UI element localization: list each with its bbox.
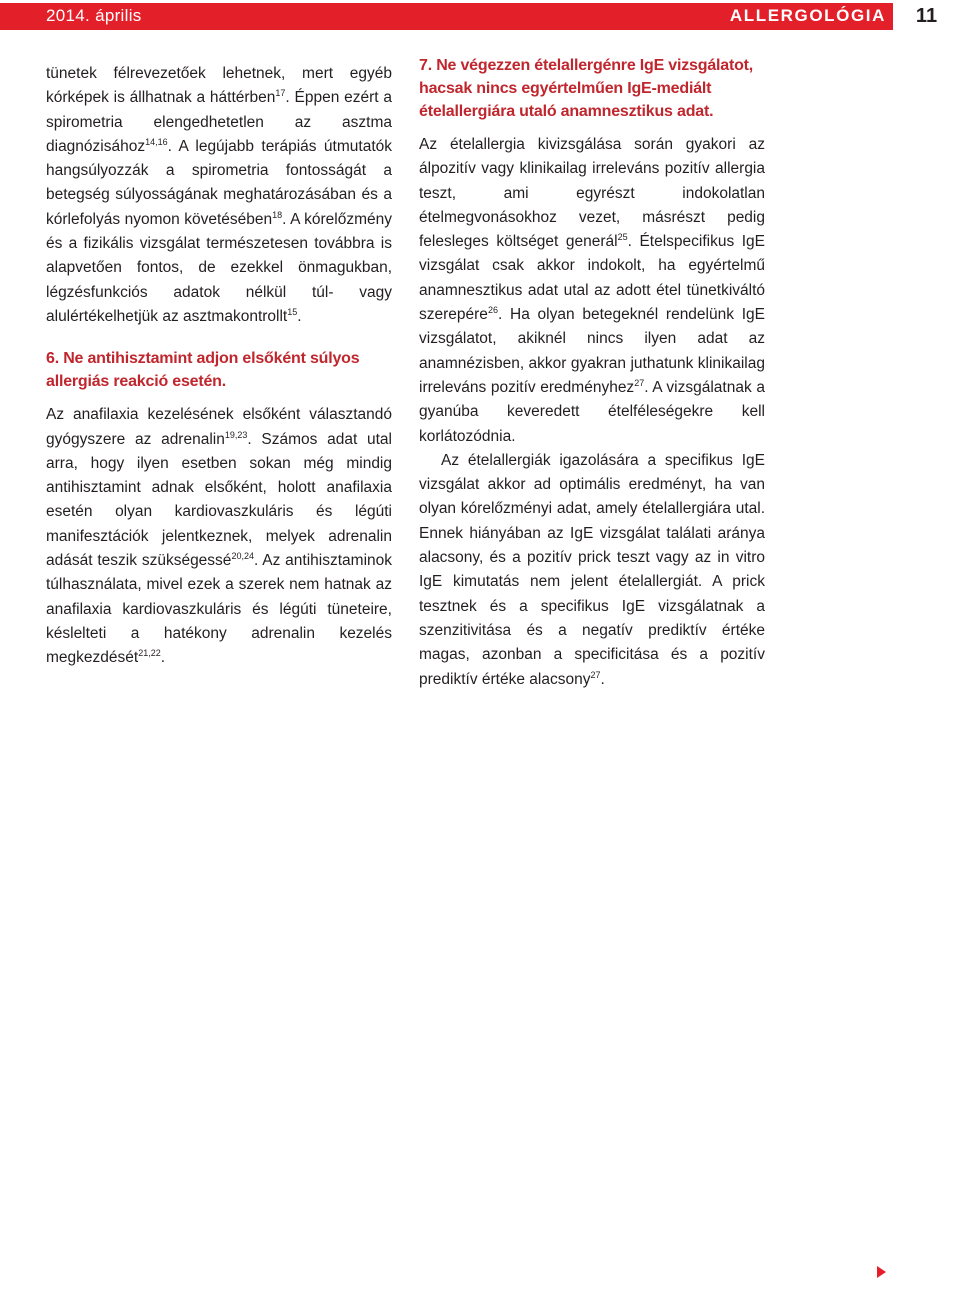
right-paragraph-1 (419, 133, 765, 449)
text-run: . (160, 649, 166, 667)
citation: 26 (487, 305, 498, 316)
text-run: . (297, 307, 302, 325)
text-run: Az anafilaxia kezelésének elsőként választandó gyógyszere az adrenalin (46, 406, 392, 448)
text-run: . A vizsgálatnak a gyanúba keveredett ételféleségekre kell korlátozódnia. (419, 378, 765, 445)
text-run: . Ha olyan betegeknél rendelünk IgE vizsgálatot, akiknél nincs ilyen adat az anamnézisben, akkor gyakran juthatunk klinikailag irreleváns pozitív eredményhez (419, 306, 765, 396)
text-run: tünetek félrevezetőek lehetnek, mert egyéb kórképek is állhatnak a háttérben (46, 65, 392, 107)
citation: 19,23 (224, 429, 248, 440)
citation: 27 (634, 377, 645, 388)
citation: 15 (287, 306, 298, 317)
text-run: . A kórelőzmény és a fizikális vizsgálat természetesen továbbra is alapvetően fontos, de ezekkel önmagukban, légzésfunkciós adatok nélkül túl- vagy alulértékelhetjük az asztmakontrollt (46, 210, 392, 325)
citation: 27 (590, 669, 601, 680)
citation: 20,24 (231, 551, 254, 562)
citation: 14,16 (145, 136, 168, 147)
text-run: . Ételspecifikus IgE vizsgálat csak akkor indokolt, ha egyértelmű anamnesztikus adat utal az adott étel tünetkiváltó szerepére (419, 233, 765, 324)
page-header (0, 0, 960, 34)
left-paragraph-1 (46, 62, 392, 329)
text-run: . Éppen ezért a spirometria elengedhetetlen az asztma diagnózisához (46, 89, 392, 155)
citation: 21,22 (138, 648, 161, 659)
section-title: ALLERGOLÓGIA (729, 6, 886, 25)
citation: 17 (275, 88, 286, 99)
section-heading-6: 6. Ne antihisztamint adjon elsőként súlyos allergiás reakció esetén. (46, 350, 360, 391)
triangle-right-icon (877, 1266, 886, 1278)
text-run: . (600, 670, 605, 688)
left-column (46, 62, 392, 671)
text-run: . Számos adat utal arra, hogy ilyen esetben sokan még mindig antihisztamint adnak elsőként, holott anafilaxia esetén olyan kardiovaszkuláris és légúti manifesztációk jelentkeznek, melyek adrenalin adását teszik szükségessé (46, 430, 392, 570)
page-number: 11 (915, 5, 938, 27)
citation: 25 (617, 232, 628, 243)
section-heading-7: 7. Ne végezzen ételallergénre IgE vizsgálatot, hacsak nincs egyértelműen IgE-mediált ételallergiára utaló anamnesztikus adat. (419, 57, 754, 120)
text-run: Az ételallergiák igazolására a specifikus IgE vizsgálat akkor ad optimális eredményt, ha van olyan kórelőzményi adat, amely ételallergiára utal. Ennek hiányában az IgE vizsgálat találati aránya alacsony, és a pozitív prick teszt vagy az in vitro IgE kimutatás nem jelent ételallergiát. A prick tesztnek és a specifikus IgE vizsgálatnak a szenzitivitása és a negatív prediktív értéke magas, azonban a specificitása és a pozitív prediktív értéke alacsony (419, 451, 765, 688)
right-paragraph-2 (419, 449, 765, 692)
citation: 18 (272, 209, 283, 220)
left-paragraph-2 (46, 403, 392, 670)
text-run: Az ételallergia kivizsgálása során gyakori az álpozitív vagy klinikailag irreleváns pozitív allergia teszt, ami egyrészt indokolatlan ételmegvonásokhoz vezet, másrészt pedig felesleges költséget generál (419, 136, 765, 251)
issue-date: 2014. április (46, 6, 142, 25)
text-run: . Az antihisztaminok túlhasználata, mivel ezek a szerek nem hatnak az anafilaxia kardiovaszkuláris és légúti tüneteire, késlelteti a hatékony adrenalin kezelés megkezdését (46, 552, 393, 667)
right-column (419, 54, 765, 692)
text-run: . A legújabb terápiás útmutatók hangsúlyozzák a spirometria fontosságát a betegség súlyosságának meghatározásában és a kórlefolyás nyomon követésében (46, 137, 392, 228)
